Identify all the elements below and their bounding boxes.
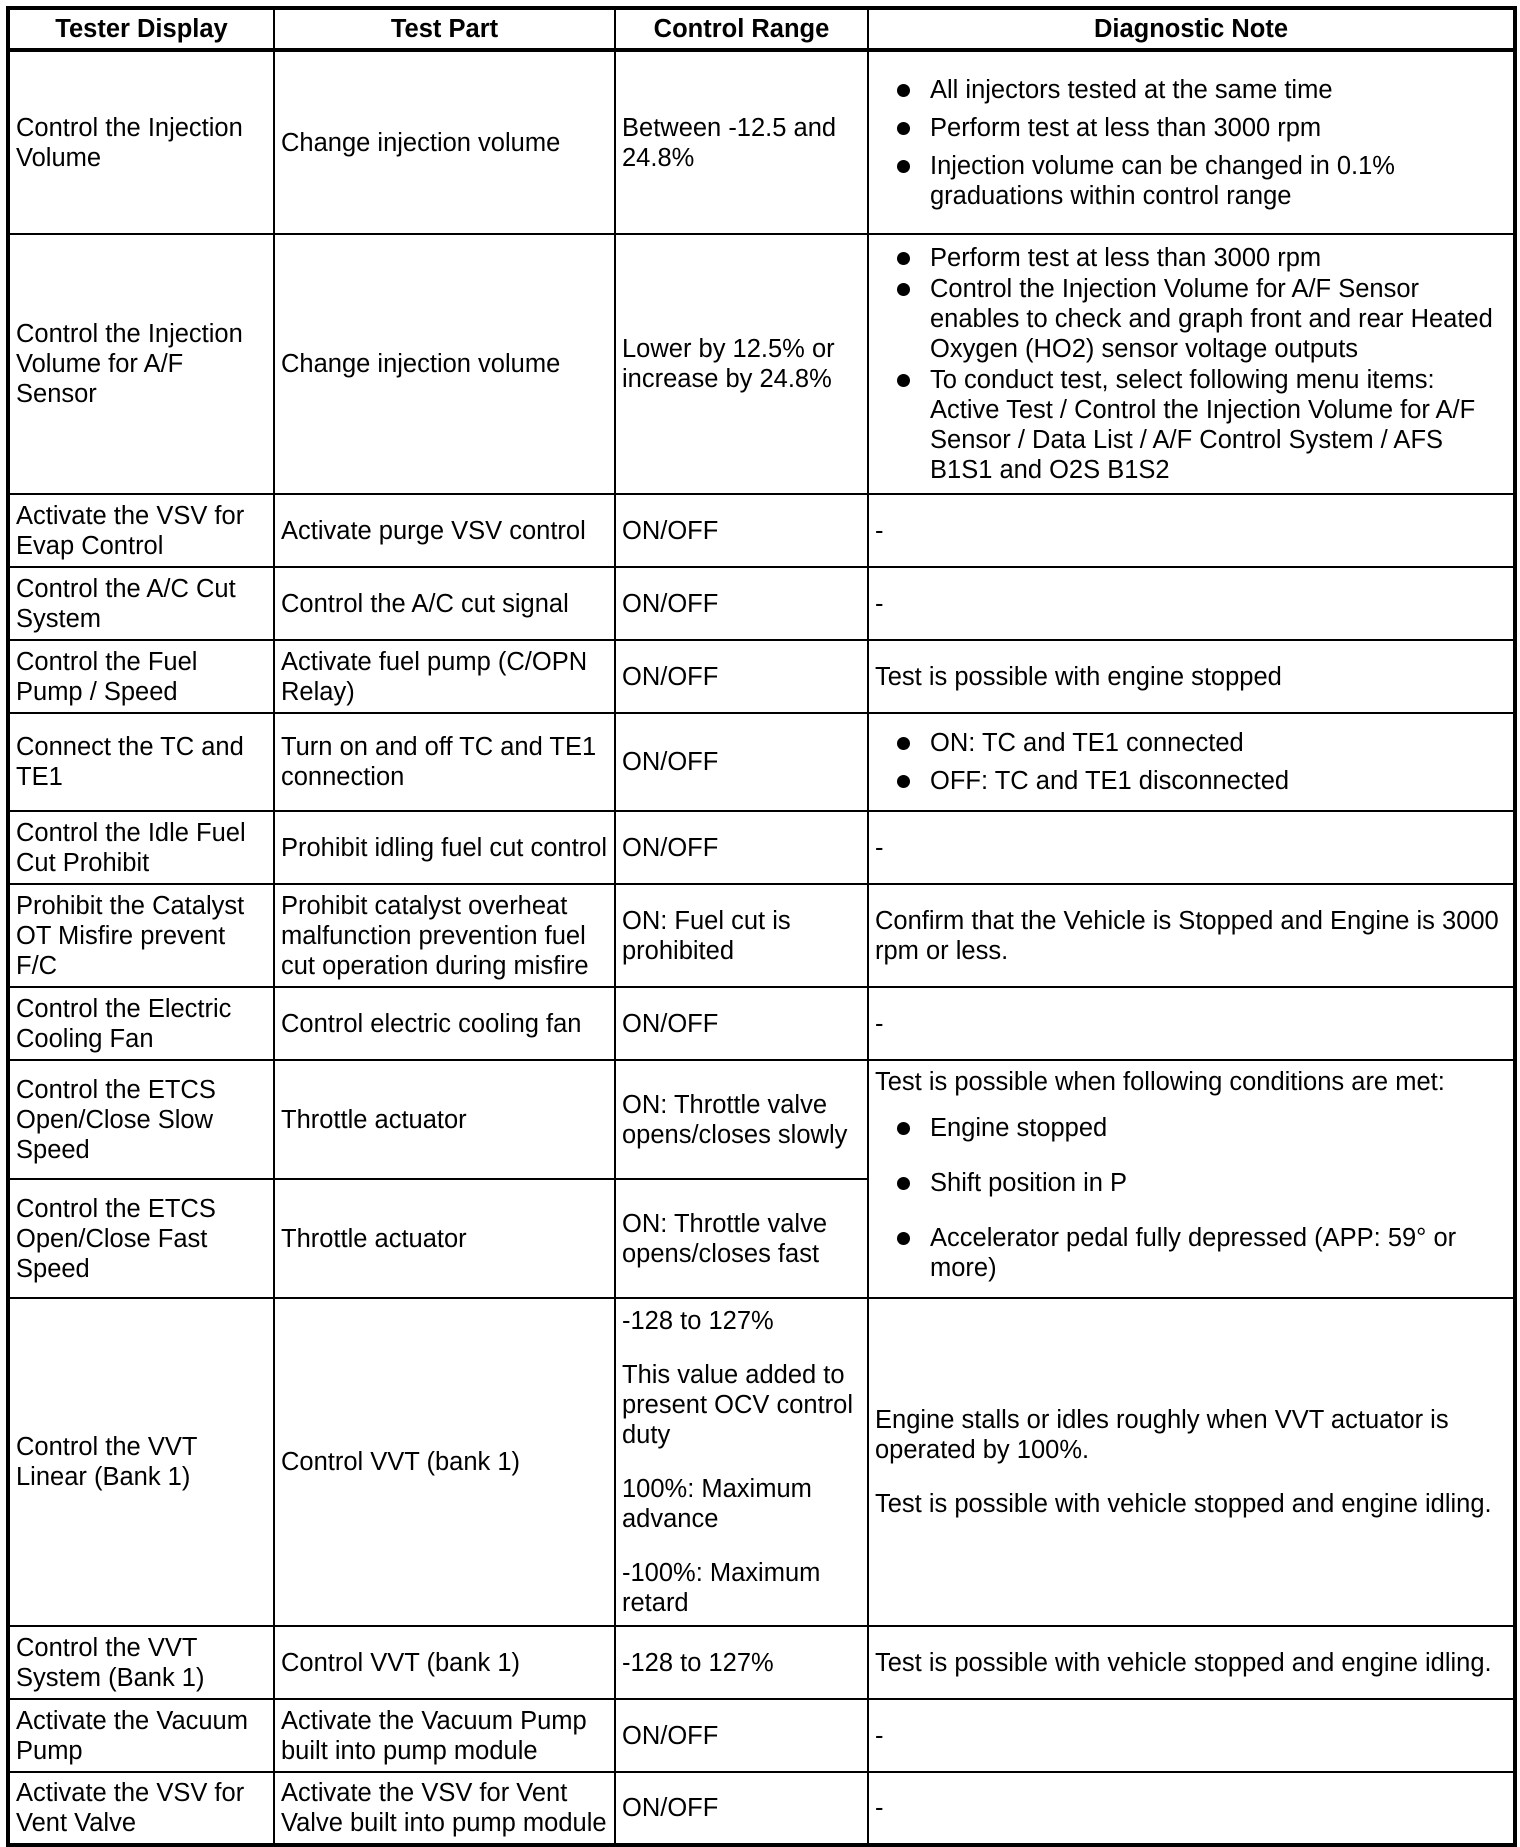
tester-display-cell: Control the VVT System (Bank 1) — [8, 1626, 274, 1699]
note-bullet: Perform test at less than 3000 rpm — [875, 243, 1507, 273]
tester-display-cell: Control the Electric Cooling Fan — [8, 987, 274, 1060]
tester-display-cell: Control the Fuel Pump / Speed — [8, 640, 274, 713]
control-range-cell: ON/OFF — [615, 1699, 868, 1772]
note-bullet: To conduct test, select following menu items: Active Test / Control the Injection Volume for A/F Sensor / Data List / A/F Control System / AFS B1S1 and O2S B1S2 — [875, 365, 1507, 485]
control-range-cell: ON/OFF — [615, 494, 868, 567]
control-range-cell: ON/OFF — [615, 811, 868, 884]
control-range-para: -100%: Maximum retard — [622, 1559, 821, 1617]
table-row — [8, 567, 1515, 640]
table-row — [8, 640, 1515, 713]
table-row — [8, 987, 1515, 1060]
control-range-cell: ON/OFF — [615, 713, 868, 811]
diagnostic-note-cell: Test is possible with vehicle stopped and engine idling. — [868, 1626, 1515, 1699]
control-range-cell: ON/OFF — [615, 567, 868, 640]
note-intro: Test is possible when following conditions are met: — [875, 1068, 1445, 1096]
control-range-cell: ON: Throttle valve opens/closes fast — [615, 1179, 868, 1298]
test-part-cell: Change injection volume — [274, 234, 615, 494]
diagnostic-note-cell — [868, 1060, 1515, 1298]
diagnostic-note-cell — [868, 50, 1515, 234]
test-part-cell: Control the A/C cut signal — [274, 567, 615, 640]
tester-display-cell: Activate the VSV for Vent Valve — [8, 1772, 274, 1845]
control-range-cell: Lower by 12.5% or increase by 24.8% — [615, 234, 868, 494]
header-test-part: Test Part — [274, 8, 615, 50]
control-range-cell: ON: Throttle valve opens/closes slowly — [615, 1060, 868, 1179]
table-row — [8, 234, 1515, 494]
note-bullet-list — [875, 75, 1507, 211]
diagnostic-note-cell — [868, 234, 1515, 494]
diagnostic-note-cell: - — [868, 494, 1515, 567]
control-range-cell: -128 to 127% — [615, 1626, 868, 1699]
header-tester-display: Tester Display — [8, 8, 274, 50]
tester-display-cell: Control the ETCS Open/Close Fast Speed — [8, 1179, 274, 1298]
note-para: Engine stalls or idles roughly when VVT actuator is operated by 100%. — [875, 1406, 1449, 1464]
diagnostic-note-cell — [868, 1298, 1515, 1626]
control-range-para: This value added to present OCV control duty — [622, 1361, 854, 1449]
diagnostic-note-cell: Test is possible with engine stopped — [868, 640, 1515, 713]
note-bullet: Accelerator pedal fully depressed (APP: 59° or more) — [875, 1223, 1507, 1283]
table-row — [8, 1699, 1515, 1772]
test-part-cell: Throttle actuator — [274, 1060, 615, 1179]
control-range-cell: ON: Fuel cut is prohibited — [615, 884, 868, 987]
control-range-cell: ON/OFF — [615, 640, 868, 713]
header-control-range: Control Range — [615, 8, 868, 50]
note-bullet: Perform test at less than 3000 rpm — [875, 113, 1507, 143]
diagnostic-note-cell: - — [868, 1699, 1515, 1772]
diagnostic-note-cell: - — [868, 567, 1515, 640]
table-row — [8, 1626, 1515, 1699]
table-row — [8, 1060, 1515, 1179]
tester-display-cell: Connect the TC and TE1 — [8, 713, 274, 811]
test-part-cell: Throttle actuator — [274, 1179, 615, 1298]
control-range-cell — [615, 1298, 868, 1626]
table-row — [8, 50, 1515, 234]
note-bullet: OFF: TC and TE1 disconnected — [875, 766, 1507, 796]
diagnostic-note-cell: - — [868, 1772, 1515, 1845]
note-bullet: Engine stopped — [875, 1113, 1507, 1143]
note-bullet-list — [875, 1113, 1507, 1283]
table-row — [8, 494, 1515, 567]
tester-display-cell: Activate the Vacuum Pump — [8, 1699, 274, 1772]
diagnostic-note-cell: Confirm that the Vehicle is Stopped and Engine is 3000 rpm or less. — [868, 884, 1515, 987]
note-bullet: Shift position in P — [875, 1168, 1507, 1198]
test-part-cell: Control electric cooling fan — [274, 987, 615, 1060]
note-bullet-list — [875, 243, 1507, 485]
note-para: Test is possible with vehicle stopped and engine idling. — [875, 1490, 1492, 1518]
tester-display-cell: Control the Idle Fuel Cut Prohibit — [8, 811, 274, 884]
note-bullet: All injectors tested at the same time — [875, 75, 1507, 105]
diagnostic-note-cell: - — [868, 811, 1515, 884]
test-part-cell: Activate the Vacuum Pump built into pump module — [274, 1699, 615, 1772]
active-test-table — [6, 6, 1517, 1847]
control-range-para: 100%: Maximum advance — [622, 1475, 812, 1533]
test-part-cell: Turn on and off TC and TE1 connection — [274, 713, 615, 811]
test-part-cell: Activate purge VSV control — [274, 494, 615, 567]
table-row — [8, 1298, 1515, 1626]
tester-display-cell: Prohibit the Catalyst OT Misfire prevent F/C — [8, 884, 274, 987]
note-bullet: Injection volume can be changed in 0.1% graduations within control range — [875, 151, 1507, 211]
control-range-cell: ON/OFF — [615, 987, 868, 1060]
test-part-cell: Activate fuel pump (C/OPN Relay) — [274, 640, 615, 713]
control-range-cell: Between -12.5 and 24.8% — [615, 50, 868, 234]
table-row — [8, 884, 1515, 987]
control-range-cell: ON/OFF — [615, 1772, 868, 1845]
tester-display-cell: Control the ETCS Open/Close Slow Speed — [8, 1060, 274, 1179]
note-bullet: ON: TC and TE1 connected — [875, 728, 1507, 758]
tester-display-cell: Control the Injection Volume for A/F Sensor — [8, 234, 274, 494]
table-row — [8, 811, 1515, 884]
tester-display-cell: Control the Injection Volume — [8, 50, 274, 234]
tester-display-cell: Activate the VSV for Evap Control — [8, 494, 274, 567]
diagnostic-note-cell — [868, 713, 1515, 811]
test-part-cell: Activate the VSV for Vent Valve built into pump module — [274, 1772, 615, 1845]
table-row — [8, 1772, 1515, 1845]
test-part-cell: Prohibit catalyst overheat malfunction prevention fuel cut operation during misfire — [274, 884, 615, 987]
test-part-cell: Control VVT (bank 1) — [274, 1298, 615, 1626]
note-bullet: Control the Injection Volume for A/F Sensor enables to check and graph front and rear Heated Oxygen (HO2) sensor voltage outputs — [875, 274, 1507, 364]
diagnostic-note-cell: - — [868, 987, 1515, 1060]
test-part-cell: Control VVT (bank 1) — [274, 1626, 615, 1699]
tester-display-cell: Control the A/C Cut System — [8, 567, 274, 640]
header-row — [8, 8, 1515, 50]
note-bullet-list — [875, 728, 1507, 796]
tester-display-cell: Control the VVT Linear (Bank 1) — [8, 1298, 274, 1626]
test-part-cell: Prohibit idling fuel cut control — [274, 811, 615, 884]
control-range-para: -128 to 127% — [622, 1307, 774, 1335]
table-row — [8, 713, 1515, 811]
header-diagnostic-note: Diagnostic Note — [868, 8, 1515, 50]
test-part-cell: Change injection volume — [274, 50, 615, 234]
